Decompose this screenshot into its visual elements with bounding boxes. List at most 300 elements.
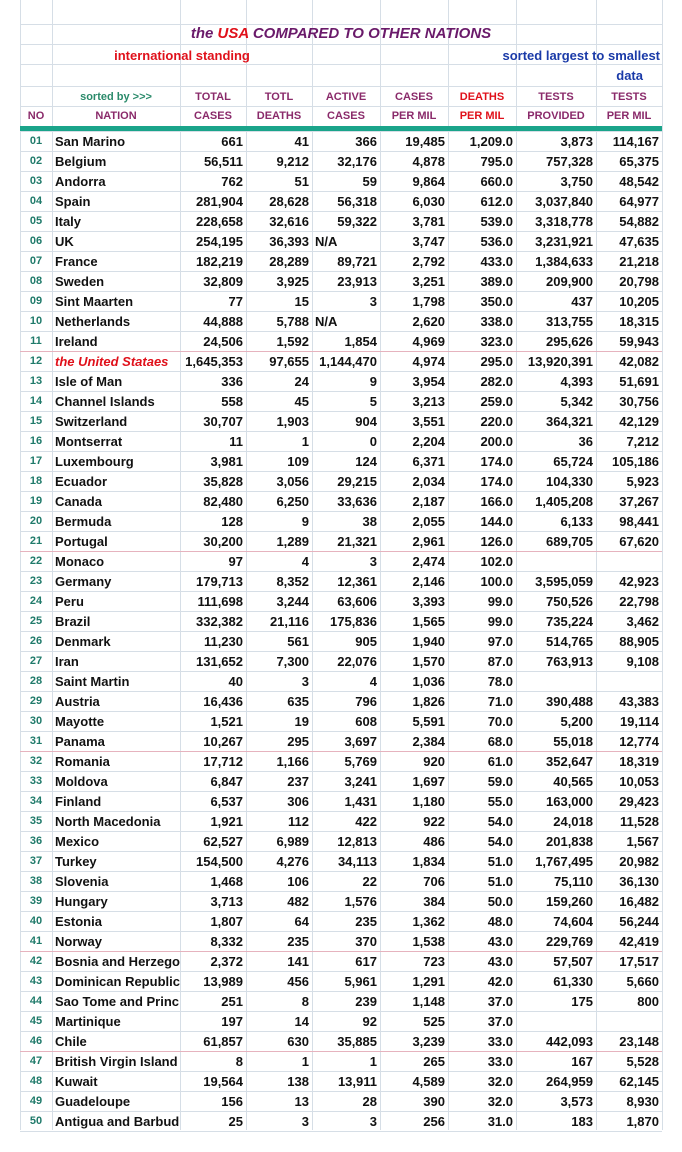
cell-active-cases: 5,961	[344, 974, 377, 989]
cell-nation: Sint Maarten	[55, 294, 134, 309]
cell-deaths-per-mil: 32.0	[487, 1094, 513, 1109]
cell-cases-per-mil: 1,291	[412, 974, 445, 989]
cell-tests-provided: 61,330	[553, 974, 593, 989]
cell-no: 21	[29, 535, 43, 547]
cell-total-deaths: 21,116	[269, 614, 309, 629]
cell-total-cases: 97	[228, 554, 243, 569]
cell-active-cases: 617	[355, 954, 377, 969]
cell-total-cases: 82,480	[203, 494, 243, 509]
cell-tests-per-mil: 8,930	[626, 1094, 659, 1109]
subtitle-international-standing: international standing	[114, 48, 250, 63]
header-cases-per-mil: PER MIL	[391, 110, 437, 122]
cell-tests-provided: 209,900	[546, 274, 593, 289]
cell-cases-per-mil: 9,864	[412, 174, 445, 189]
cell-tests-per-mil: 5,528	[626, 1054, 659, 1069]
cell-total-deaths: 28,289	[269, 254, 309, 269]
cell-total-deaths: 7,300	[276, 654, 309, 669]
cell-cases-per-mil: 1,538	[412, 934, 445, 949]
cell-cases-per-mil: 2,792	[412, 254, 445, 269]
cell-tests-per-mil: 98,441	[619, 514, 659, 529]
cell-total-deaths: 24	[294, 374, 309, 389]
cell-nation: Belgium	[55, 154, 107, 169]
cell-tests-per-mil: 30,756	[619, 394, 659, 409]
cell-deaths-per-mil: 70.0	[487, 714, 513, 729]
header-top-total-cases: TOTAL	[195, 91, 231, 103]
cell-nation: Isle of Man	[55, 374, 123, 389]
title-prefix: the	[190, 25, 214, 42]
cell-active-cases: 1,431	[344, 794, 377, 809]
cell-no: 29	[29, 695, 43, 707]
cell-total-deaths: 1	[301, 434, 309, 449]
cell-total-deaths: 28,628	[269, 194, 309, 209]
cell-tests-per-mil: 42,082	[619, 354, 659, 369]
cell-total-cases: 19,564	[203, 1074, 243, 1089]
header-tests-provided: PROVIDED	[527, 110, 585, 122]
cell-deaths-per-mil: 71.0	[487, 694, 513, 709]
cell-deaths-per-mil: 68.0	[487, 734, 513, 749]
cell-tests-provided: 5,342	[560, 394, 593, 409]
cell-active-cases: 59,322	[337, 214, 377, 229]
cell-tests-provided: 1,767,495	[535, 854, 593, 869]
cell-total-deaths: 19	[294, 714, 309, 729]
cell-total-deaths: 4	[301, 554, 309, 569]
cell-nation: Luxembourg	[55, 454, 134, 469]
cell-total-cases: 3,981	[210, 454, 243, 469]
cell-no: 02	[29, 155, 43, 167]
cell-nation: Switzerland	[55, 414, 128, 429]
cell-total-deaths: 9	[301, 514, 309, 529]
cell-deaths-per-mil: 536.0	[480, 234, 513, 249]
cell-total-cases: 1,921	[210, 814, 243, 829]
cell-tests-provided: 689,705	[546, 534, 593, 549]
cell-tests-provided: 229,769	[546, 934, 593, 949]
cell-tests-provided: 750,526	[546, 594, 593, 609]
cell-tests-per-mil: 47,635	[619, 234, 659, 249]
cell-active-cases: 29,215	[337, 474, 377, 489]
cell-no: 23	[29, 575, 43, 587]
cell-tests-per-mil: 59,943	[619, 334, 659, 349]
cell-tests-per-mil: 64,977	[619, 194, 659, 209]
cell-deaths-per-mil: 32.0	[487, 1074, 513, 1089]
cell-tests-per-mil: 62,145	[619, 1074, 659, 1089]
cell-tests-provided: 3,318,778	[535, 214, 593, 229]
cell-cases-per-mil: 6,371	[412, 454, 445, 469]
cell-nation: Ireland	[55, 334, 98, 349]
cell-total-cases: 13,989	[203, 974, 243, 989]
header-top-cases-per-mil: CASES	[395, 91, 433, 103]
header-nation: NATION	[95, 110, 137, 122]
cell-total-cases: 228,658	[196, 214, 243, 229]
cell-active-cases: 3	[369, 1114, 377, 1129]
cell-active-cases: N/A	[315, 314, 338, 329]
cell-active-cases: 608	[355, 714, 377, 729]
cell-deaths-per-mil: 37.0	[487, 994, 513, 1009]
cell-active-cases: 63,606	[337, 594, 377, 609]
cell-tests-provided: 390,488	[546, 694, 593, 709]
cell-active-cases: 3	[369, 294, 377, 309]
cell-total-cases: 44,888	[203, 314, 243, 329]
cell-no: 04	[29, 195, 43, 207]
cell-cases-per-mil: 920	[423, 754, 445, 769]
cell-total-deaths: 36,393	[269, 234, 309, 249]
cell-nation: Hungary	[55, 894, 108, 909]
cell-total-cases: 336	[221, 374, 243, 389]
cell-total-cases: 10,267	[203, 734, 243, 749]
cell-total-deaths: 237	[287, 774, 309, 789]
cell-nation: Spain	[55, 194, 91, 209]
cell-active-cases: 1,576	[344, 894, 377, 909]
cell-nation: Monaco	[55, 554, 105, 569]
cell-active-cases: 59	[362, 174, 377, 189]
cell-no: 30	[29, 715, 43, 727]
cell-tests-provided: 295,626	[546, 334, 593, 349]
cell-tests-provided: 352,647	[546, 754, 593, 769]
cell-total-cases: 179,713	[196, 574, 243, 589]
cell-no: 16	[29, 435, 43, 447]
cell-tests-per-mil: 29,423	[619, 794, 659, 809]
cell-active-cases: 5,769	[344, 754, 377, 769]
header-active-cases: CASES	[327, 110, 365, 122]
cell-nation: Channel Islands	[55, 394, 155, 409]
cell-active-cases: 175,836	[330, 614, 377, 629]
cell-nation: Netherlands	[55, 314, 131, 329]
cell-tests-per-mil: 65,375	[619, 154, 659, 169]
cell-cases-per-mil: 6,030	[412, 194, 445, 209]
cell-tests-per-mil: 114,167	[612, 134, 659, 149]
cell-deaths-per-mil: 48.0	[487, 914, 513, 929]
cell-deaths-per-mil: 51.0	[487, 854, 513, 869]
cell-tests-per-mil: 56,244	[619, 914, 659, 929]
cell-cases-per-mil: 256	[423, 1114, 445, 1129]
cell-cases-per-mil: 19,485	[405, 134, 445, 149]
cell-deaths-per-mil: 174.0	[480, 474, 513, 489]
cell-deaths-per-mil: 166.0	[480, 494, 513, 509]
cell-no: 34	[29, 795, 43, 807]
cell-cases-per-mil: 4,878	[412, 154, 445, 169]
cell-deaths-per-mil: 282.0	[480, 374, 513, 389]
cell-active-cases: 4	[369, 674, 377, 689]
cell-cases-per-mil: 3,251	[412, 274, 445, 289]
cell-deaths-per-mil: 78.0	[487, 674, 513, 689]
cell-tests-provided: 36	[578, 434, 593, 449]
cell-nation: Andorra	[55, 174, 106, 189]
cell-active-cases: 3,241	[344, 774, 377, 789]
cell-nation: Estonia	[55, 914, 102, 929]
cell-nation: Turkey	[55, 854, 97, 869]
cell-tests-per-mil: 10,053	[619, 774, 659, 789]
cell-active-cases: 33,636	[337, 494, 377, 509]
cell-active-cases: 35,885	[337, 1034, 377, 1049]
cell-cases-per-mil: 2,474	[412, 554, 445, 569]
cell-tests-provided: 5,200	[560, 714, 593, 729]
cell-cases-per-mil: 4,969	[412, 334, 445, 349]
cell-nation: San Marino	[55, 134, 126, 149]
cell-cases-per-mil: 1,180	[412, 794, 445, 809]
cell-no: 09	[29, 295, 43, 307]
cell-deaths-per-mil: 97.0	[487, 634, 513, 649]
cell-active-cases: 12,813	[337, 834, 377, 849]
cell-tests-provided: 163,000	[546, 794, 593, 809]
cell-active-cases: 89,721	[337, 254, 377, 269]
cell-tests-per-mil: 105,186	[612, 454, 659, 469]
cell-total-cases: 1,521	[210, 714, 243, 729]
cell-deaths-per-mil: 99.0	[487, 594, 513, 609]
cell-no: 48	[29, 1075, 43, 1087]
cell-tests-provided: 264,959	[546, 1074, 593, 1089]
cell-tests-per-mil: 51,691	[619, 374, 659, 389]
cell-total-cases: 61,857	[203, 1034, 243, 1049]
cell-tests-per-mil: 42,419	[619, 934, 659, 949]
cell-nation: Martinique	[55, 1014, 121, 1029]
cell-total-cases: 332,382	[196, 614, 243, 629]
cell-deaths-per-mil: 87.0	[487, 654, 513, 669]
cell-tests-provided: 75,110	[553, 874, 593, 889]
cell-deaths-per-mil: 220.0	[480, 414, 513, 429]
cell-tests-provided: 57,507	[553, 954, 593, 969]
cell-no: 49	[29, 1095, 43, 1107]
cell-cases-per-mil: 1,148	[412, 994, 445, 1009]
cell-nation: Bosnia and Herzego	[55, 954, 180, 969]
cell-active-cases: 366	[355, 134, 377, 149]
cell-tests-per-mil: 37,267	[619, 494, 659, 509]
cell-tests-provided: 313,755	[546, 314, 593, 329]
cell-cases-per-mil: 2,620	[412, 314, 445, 329]
cell-total-deaths: 41	[294, 134, 309, 149]
cell-total-cases: 197	[221, 1014, 243, 1029]
cell-no: 47	[29, 1055, 43, 1067]
cell-active-cases: 905	[355, 634, 377, 649]
cell-tests-provided: 104,330	[546, 474, 593, 489]
cell-tests-per-mil: 5,660	[626, 974, 659, 989]
cell-total-deaths: 141	[287, 954, 309, 969]
cell-active-cases: 904	[355, 414, 377, 429]
cell-deaths-per-mil: 323.0	[480, 334, 513, 349]
cell-no: 39	[29, 895, 43, 907]
cell-active-cases: 3,697	[344, 734, 377, 749]
cell-deaths-per-mil: 100.0	[480, 574, 513, 589]
cell-nation: Sweden	[55, 274, 105, 289]
cell-tests-provided: 167	[571, 1054, 593, 1069]
cell-total-deaths: 14	[294, 1014, 309, 1029]
cell-deaths-per-mil: 259.0	[480, 394, 513, 409]
cell-cases-per-mil: 3,954	[412, 374, 445, 389]
cell-active-cases: 22,076	[337, 654, 377, 669]
cell-tests-provided: 3,595,059	[535, 574, 593, 589]
cell-cases-per-mil: 1,834	[412, 854, 445, 869]
grid-row-line	[20, 44, 662, 45]
cell-nation: British Virgin Island	[55, 1054, 178, 1069]
subtitle-sorted: sorted largest to smallest	[502, 48, 660, 63]
cell-cases-per-mil: 5,591	[412, 714, 445, 729]
cell-total-deaths: 3	[301, 1114, 309, 1129]
cell-tests-provided: 74,604	[553, 914, 593, 929]
cell-no: 37	[29, 855, 43, 867]
cell-no: 26	[29, 635, 43, 647]
cell-active-cases: 34,113	[337, 854, 377, 869]
cell-tests-per-mil: 54,882	[619, 214, 659, 229]
cell-total-deaths: 6,250	[276, 494, 309, 509]
cell-cases-per-mil: 265	[423, 1054, 445, 1069]
cell-no: 28	[29, 675, 43, 687]
cell-nation: North Macedonia	[55, 814, 161, 829]
cell-no: 35	[29, 815, 43, 827]
cell-tests-provided: 201,838	[546, 834, 593, 849]
cell-cases-per-mil: 1,570	[412, 654, 445, 669]
cell-active-cases: 21,321	[337, 534, 377, 549]
cell-active-cases: 239	[355, 994, 377, 1009]
cell-total-cases: 182,219	[196, 254, 243, 269]
cell-no: 06	[29, 235, 43, 247]
cell-cases-per-mil: 1,826	[412, 694, 445, 709]
cell-tests-per-mil: 3,462	[626, 614, 659, 629]
cell-no: 46	[29, 1035, 43, 1047]
cell-cases-per-mil: 1,036	[412, 674, 445, 689]
cell-nation: Canada	[55, 494, 102, 509]
cell-total-cases: 2,372	[210, 954, 243, 969]
cell-cases-per-mil: 4,974	[412, 354, 445, 369]
cell-total-deaths: 306	[287, 794, 309, 809]
cell-total-cases: 40	[228, 674, 243, 689]
cell-total-deaths: 1,592	[276, 334, 309, 349]
cell-no: 11	[30, 335, 42, 347]
header-deaths-per-mil: PER MIL	[459, 110, 505, 122]
cell-deaths-per-mil: 126.0	[480, 534, 513, 549]
cell-nation: Guadeloupe	[55, 1094, 131, 1109]
cell-total-cases: 128	[221, 514, 243, 529]
cell-no: 45	[29, 1015, 43, 1027]
cell-no: 15	[29, 415, 43, 427]
cell-total-cases: 558	[221, 394, 243, 409]
cell-tests-provided: 442,093	[546, 1034, 593, 1049]
cell-active-cases: 235	[355, 914, 377, 929]
cell-deaths-per-mil: 433.0	[480, 254, 513, 269]
cell-nation: Mayotte	[55, 714, 105, 729]
cell-deaths-per-mil: 43.0	[487, 934, 513, 949]
cell-deaths-per-mil: 338.0	[480, 314, 513, 329]
cell-total-cases: 56,511	[203, 154, 243, 169]
cell-total-deaths: 235	[287, 934, 309, 949]
cell-active-cases: 9	[369, 374, 377, 389]
cell-total-cases: 32,809	[203, 274, 243, 289]
cell-no: 44	[29, 995, 43, 1007]
cell-tests-provided: 3,231,921	[535, 234, 593, 249]
cell-total-deaths: 112	[288, 814, 309, 829]
cell-no: 22	[29, 555, 43, 567]
cell-nation: Denmark	[55, 634, 111, 649]
cell-cases-per-mil: 3,551	[412, 414, 445, 429]
cell-total-cases: 30,200	[203, 534, 243, 549]
cell-no: 43	[29, 975, 43, 987]
cell-nation: Austria	[55, 694, 100, 709]
cell-deaths-per-mil: 295.0	[480, 354, 513, 369]
cell-total-cases: 111,698	[197, 594, 243, 609]
cell-nation: Antigua and Barbud	[55, 1114, 180, 1129]
cell-total-deaths: 13	[294, 1094, 309, 1109]
cell-cases-per-mil: 3,781	[412, 214, 445, 229]
cell-tests-per-mil: 11,528	[619, 814, 659, 829]
cell-nation: France	[55, 254, 98, 269]
cell-active-cases: N/A	[315, 234, 338, 249]
cell-total-cases: 16,436	[203, 694, 243, 709]
cell-tests-provided: 40,565	[553, 774, 593, 789]
cell-active-cases: 56,318	[337, 194, 377, 209]
cell-no: 25	[29, 615, 43, 627]
cell-total-cases: 3,713	[210, 894, 243, 909]
cell-no: 13	[29, 375, 43, 387]
cell-deaths-per-mil: 43.0	[487, 954, 513, 969]
cell-total-deaths: 6,989	[276, 834, 309, 849]
cell-deaths-per-mil: 612.0	[480, 194, 513, 209]
cell-nation: Finland	[55, 794, 102, 809]
cell-total-deaths: 64	[294, 914, 309, 929]
cell-tests-per-mil: 10,205	[619, 294, 659, 309]
cell-deaths-per-mil: 102.0	[480, 554, 513, 569]
cell-no: 24	[29, 595, 43, 607]
cell-tests-per-mil: 20,798	[619, 274, 659, 289]
cell-cases-per-mil: 922	[423, 814, 445, 829]
cell-tests-provided: 6,133	[560, 514, 593, 529]
cell-tests-per-mil: 800	[637, 994, 659, 1009]
cell-deaths-per-mil: 54.0	[487, 814, 513, 829]
cell-active-cases: 12,361	[337, 574, 377, 589]
cell-nation: Montserrat	[55, 434, 123, 449]
cell-cases-per-mil: 2,146	[412, 574, 445, 589]
cell-tests-provided: 735,224	[546, 614, 593, 629]
cell-active-cases: 5	[369, 394, 377, 409]
cell-active-cases: 422	[355, 814, 377, 829]
cell-no: 14	[29, 395, 43, 407]
cell-no: 05	[29, 215, 43, 227]
cell-deaths-per-mil: 54.0	[487, 834, 513, 849]
cell-tests-per-mil: 67,620	[619, 534, 659, 549]
cell-nation: Iran	[55, 654, 79, 669]
cell-total-cases: 24,506	[203, 334, 243, 349]
cell-deaths-per-mil: 174.0	[480, 454, 513, 469]
cell-tests-per-mil: 48,542	[619, 174, 659, 189]
cell-tests-per-mil: 43,383	[619, 694, 659, 709]
cell-cases-per-mil: 390	[423, 1094, 445, 1109]
cell-total-deaths: 97,655	[269, 354, 309, 369]
cell-total-deaths: 4,276	[276, 854, 309, 869]
subtitle-data: data	[616, 68, 643, 83]
cell-total-cases: 1,807	[210, 914, 243, 929]
header-total-cases: CASES	[194, 110, 232, 122]
cell-tests-per-mil: 88,905	[619, 634, 659, 649]
cell-total-deaths: 106	[287, 874, 309, 889]
cell-total-deaths: 482	[287, 894, 309, 909]
cell-cases-per-mil: 3,239	[412, 1034, 445, 1049]
cell-tests-per-mil: 42,129	[619, 414, 659, 429]
cell-total-deaths: 5,788	[276, 314, 309, 329]
cell-deaths-per-mil: 660.0	[480, 174, 513, 189]
cell-cases-per-mil: 2,204	[412, 434, 445, 449]
cell-total-deaths: 295	[287, 734, 309, 749]
cell-tests-per-mil: 23,148	[619, 1034, 659, 1049]
cell-cases-per-mil: 723	[423, 954, 445, 969]
cell-total-cases: 35,828	[203, 474, 243, 489]
cell-cases-per-mil: 4,589	[412, 1074, 445, 1089]
cell-cases-per-mil: 384	[423, 894, 445, 909]
cell-no: 41	[29, 935, 43, 947]
cell-deaths-per-mil: 795.0	[480, 154, 513, 169]
cell-total-deaths: 3,056	[276, 474, 309, 489]
cell-total-cases: 8,332	[210, 934, 243, 949]
cell-cases-per-mil: 1,697	[412, 774, 445, 789]
cell-deaths-per-mil: 42.0	[487, 974, 513, 989]
cell-deaths-per-mil: 33.0	[487, 1054, 513, 1069]
cell-active-cases: 1,854	[344, 334, 377, 349]
cell-total-cases: 11	[229, 434, 243, 449]
